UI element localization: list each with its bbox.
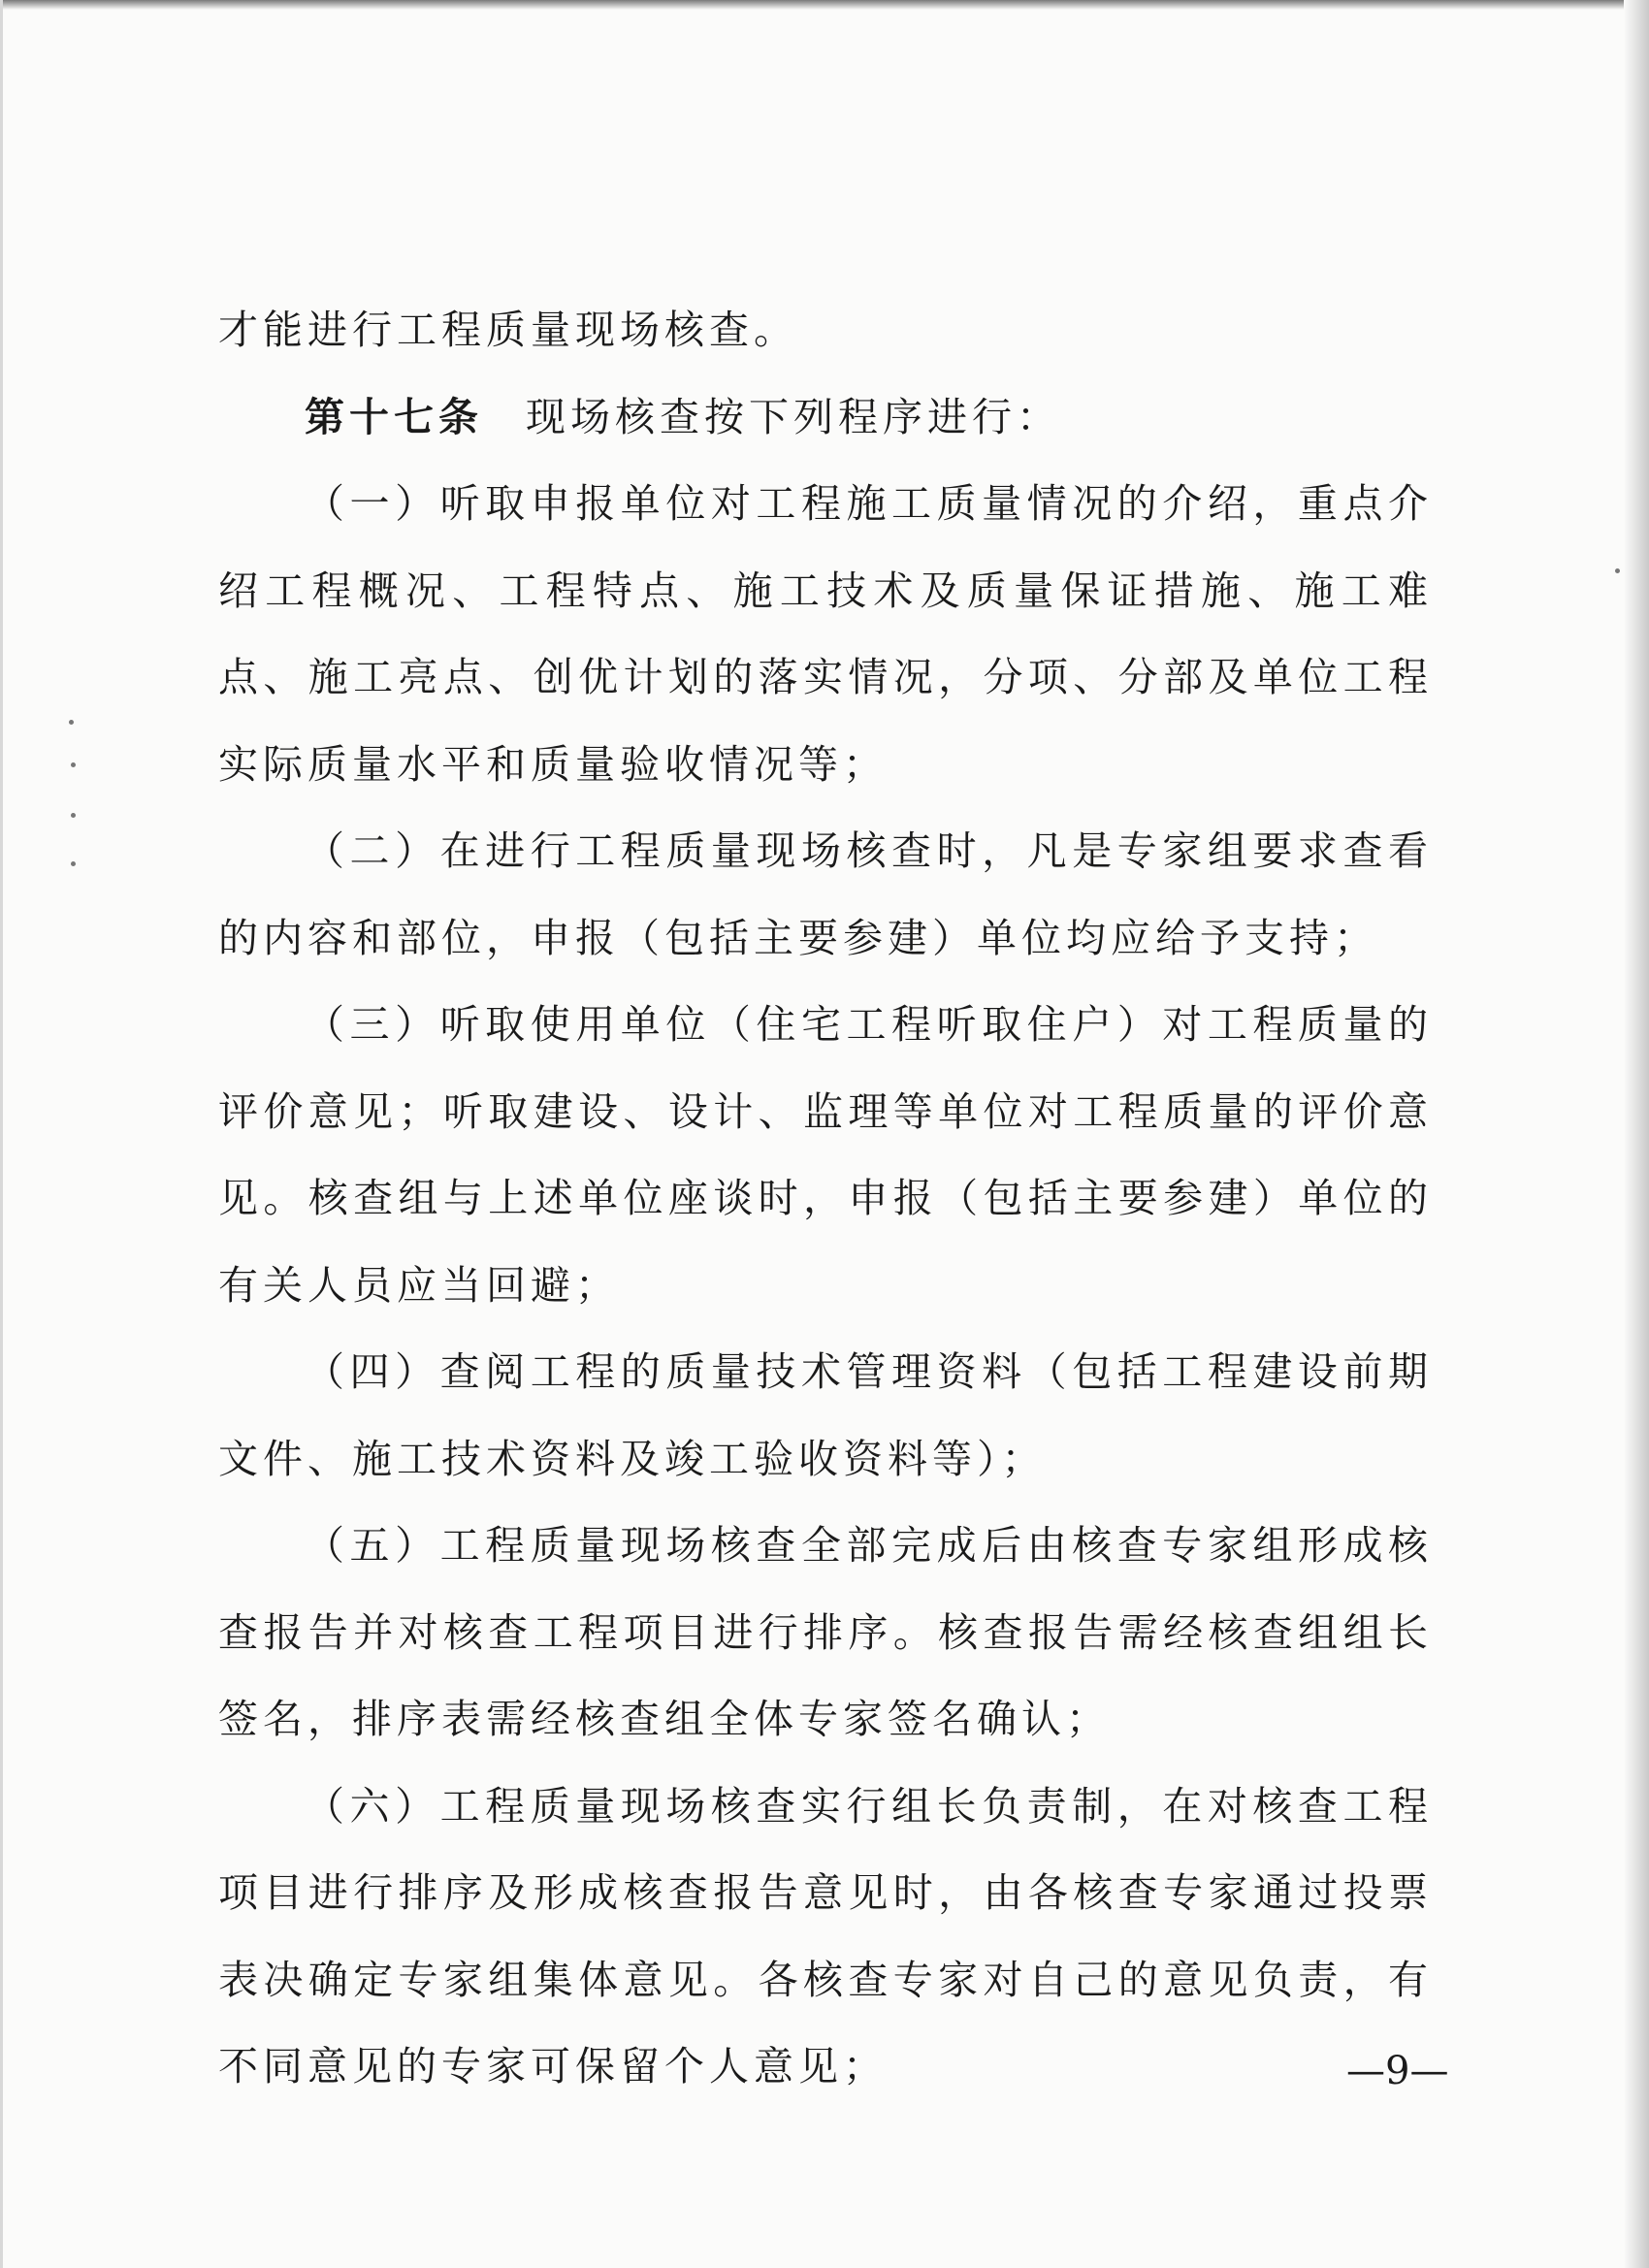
scan-speck (69, 720, 74, 725)
scan-speck (71, 861, 76, 866)
article-intro: 现场核查按下列程序进行： (526, 393, 1061, 440)
procedure-item-1: （一）听取申报单位对工程施工质量情况的介绍，重点介绍工程概况、工程特点、施工技术及质量保证措施、施工难点、施工亮点、创优计划的落实情况，分项、分部及单位工程实际质量水平和质量验收情况等； (218, 480, 1433, 788)
scan-edge-top (3, 0, 1649, 10)
scan-speck (71, 813, 76, 818)
scan-speck (71, 762, 76, 767)
procedure-item-5: （五）工程质量现场核查全部完成后由核查专家组形成核查报告并对核查工程项目进行排序。核查报告需经核查组组长签名，排序表需经核查组全体专家签名确认； (218, 1522, 1433, 1742)
document-body (218, 287, 1433, 2111)
procedure-item-4: （四）查阅工程的质量技术管理资料（包括工程建设前期文件、施工技术资料及竣工验收资料等）； (218, 1348, 1433, 1482)
article-seventeen (218, 374, 1433, 462)
procedure-item-2: （二）在进行工程质量现场核查时，凡是专家组要求查看的内容和部位，申报（包括主要参建）单位均应给予支持； (218, 827, 1433, 961)
procedure-item-6: （六）工程质量现场核查实行组长负责制，在对核查工程项目进行排序及形成核查报告意见时，由各核查专家通过投票表决确定专家组集体意见。各核查专家对自己的意见负责，有不同意见的专家可保留个人意见； (218, 1782, 1433, 2090)
scan-speck (1615, 568, 1620, 573)
procedure-item-3: （三）听取使用单位（住宅工程听取住户）对工程质量的评价意见；听取建设、设计、监理等单位对工程质量的评价意见。核查组与上述单位座谈时，申报（包括主要参建）单位的有关人员应当回避； (218, 1001, 1433, 1309)
article-heading: 第十七条 (305, 393, 483, 440)
opening-line: 才能进行工程质量现场核查。 (218, 307, 798, 353)
scan-edge-right (1624, 0, 1649, 2268)
page-number: —9— (1346, 2049, 1449, 2093)
